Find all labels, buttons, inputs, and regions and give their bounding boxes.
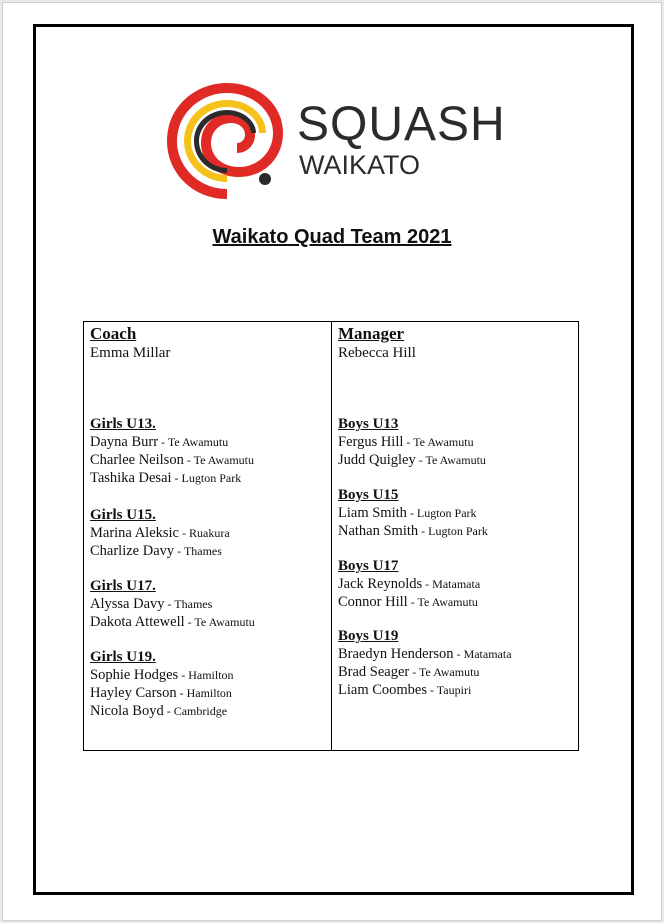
club-separator: - (178, 668, 189, 682)
club-separator: - (406, 506, 417, 520)
player-club: Matamata (432, 577, 481, 591)
club-separator: - (183, 453, 194, 467)
player-row (90, 542, 329, 560)
club-separator: - (407, 595, 418, 609)
player-row (90, 613, 329, 631)
player-club: Te Awamutu (419, 665, 480, 679)
player-name: Tashika Desai (90, 470, 172, 486)
player-name: Connor Hill (338, 594, 408, 610)
player-row (90, 524, 329, 542)
player-row (90, 595, 329, 613)
player-name: Braedyn Henderson (338, 646, 454, 662)
manager-label: Manager (338, 324, 405, 343)
player-club: Te Awamutu (413, 435, 474, 449)
player-club: Hamilton (188, 668, 234, 682)
player-row (338, 645, 576, 663)
club-separator: - (409, 665, 420, 679)
club-separator: - (163, 704, 174, 718)
player-row (90, 433, 329, 451)
squash-waikato-logo (165, 81, 505, 203)
player-name: Sophie Hodges (90, 667, 179, 683)
player-name: Charlee Neilson (90, 452, 184, 468)
coach-name: Emma Millar (90, 345, 171, 361)
player-club: Te Awamutu (417, 595, 478, 609)
group-title: Girls U19. (90, 649, 156, 665)
player-club: Thames (174, 597, 213, 611)
club-separator: - (427, 683, 437, 697)
club-separator: - (453, 647, 464, 661)
player-club: Te Awamutu (425, 453, 486, 467)
club-separator: - (176, 686, 187, 700)
player-name: Liam Coombes (338, 682, 428, 698)
girls-group (90, 577, 329, 631)
player-name: Dakota Attewell (90, 614, 185, 630)
player-name: Nathan Smith (338, 523, 419, 539)
player-row (90, 702, 329, 720)
club-separator: - (403, 435, 414, 449)
document-page (2, 2, 662, 921)
right-column (332, 322, 578, 750)
player-row (338, 504, 576, 522)
player-row (90, 684, 329, 702)
player-row (90, 666, 329, 684)
club-separator: - (422, 577, 433, 591)
club-separator: - (415, 453, 426, 467)
player-club: Te Awamutu (194, 615, 255, 629)
club-separator: - (171, 471, 182, 485)
player-row (338, 663, 576, 681)
player-row (338, 433, 576, 451)
player-club: Ruakura (189, 526, 230, 540)
player-club: Lugton Park (428, 524, 488, 538)
player-row (338, 522, 576, 540)
player-club: Matamata (463, 647, 512, 661)
player-club: Lugton Park (181, 471, 242, 485)
group-title: Boys U13 (338, 416, 399, 432)
logo-subtitle: WAIKATO (299, 150, 421, 180)
club-separator: - (158, 435, 168, 449)
group-title: Boys U17 (338, 558, 399, 574)
player-club: Te Awamutu (167, 435, 229, 449)
document-title: Waikato Quad Team 2021 (212, 226, 452, 248)
player-name: Fergus Hill (338, 434, 404, 450)
player-club: Te Awamutu (193, 453, 254, 467)
club-separator: - (418, 524, 429, 538)
player-name: Charlize Davy (90, 543, 175, 559)
club-separator: - (164, 597, 175, 611)
player-name: Liam Smith (338, 505, 407, 521)
player-row (338, 451, 576, 469)
player-club: Taupiri (436, 683, 472, 697)
group-title: Boys U15 (338, 487, 399, 503)
group-title: Girls U15. (90, 507, 156, 523)
club-separator: - (174, 544, 184, 558)
player-row (338, 681, 576, 699)
group-title: Boys U19 (338, 628, 399, 644)
player-club: Hamilton (186, 686, 232, 700)
boys-group (338, 486, 576, 540)
player-club: Thames (183, 544, 222, 558)
player-name: Jack Reynolds (338, 576, 423, 592)
player-name: Hayley Carson (90, 685, 177, 701)
girls-group (90, 648, 329, 720)
player-club: Cambridge (173, 704, 228, 718)
girls-group (90, 415, 329, 487)
player-name: Judd Quigley (338, 452, 416, 468)
player-club: Lugton Park (416, 506, 477, 520)
player-name: Nicola Boyd (90, 703, 164, 719)
group-title: Girls U17. (90, 578, 156, 594)
swirl-logo-icon (165, 81, 295, 203)
player-name: Dayna Burr (90, 434, 159, 450)
boys-group (338, 627, 576, 699)
player-name: Alyssa Davy (90, 596, 165, 612)
coach-block (90, 324, 327, 362)
player-row (90, 469, 329, 487)
left-column (84, 322, 332, 750)
manager-name: Rebecca Hill (338, 345, 416, 361)
team-table (83, 321, 579, 751)
player-name: Marina Aleksic (90, 525, 179, 541)
player-row (338, 575, 576, 593)
manager-block (338, 324, 574, 362)
coach-label: Coach (90, 324, 137, 343)
boys-group (338, 557, 576, 611)
logo-wordmark: SQUASH (297, 98, 506, 151)
club-separator: - (184, 615, 195, 629)
boys-group (338, 415, 576, 469)
group-title: Girls U13. (90, 416, 156, 432)
player-row (90, 451, 329, 469)
girls-group (90, 506, 329, 560)
player-row (338, 593, 576, 611)
player-name: Brad Seager (338, 664, 410, 680)
club-separator: - (179, 526, 189, 540)
